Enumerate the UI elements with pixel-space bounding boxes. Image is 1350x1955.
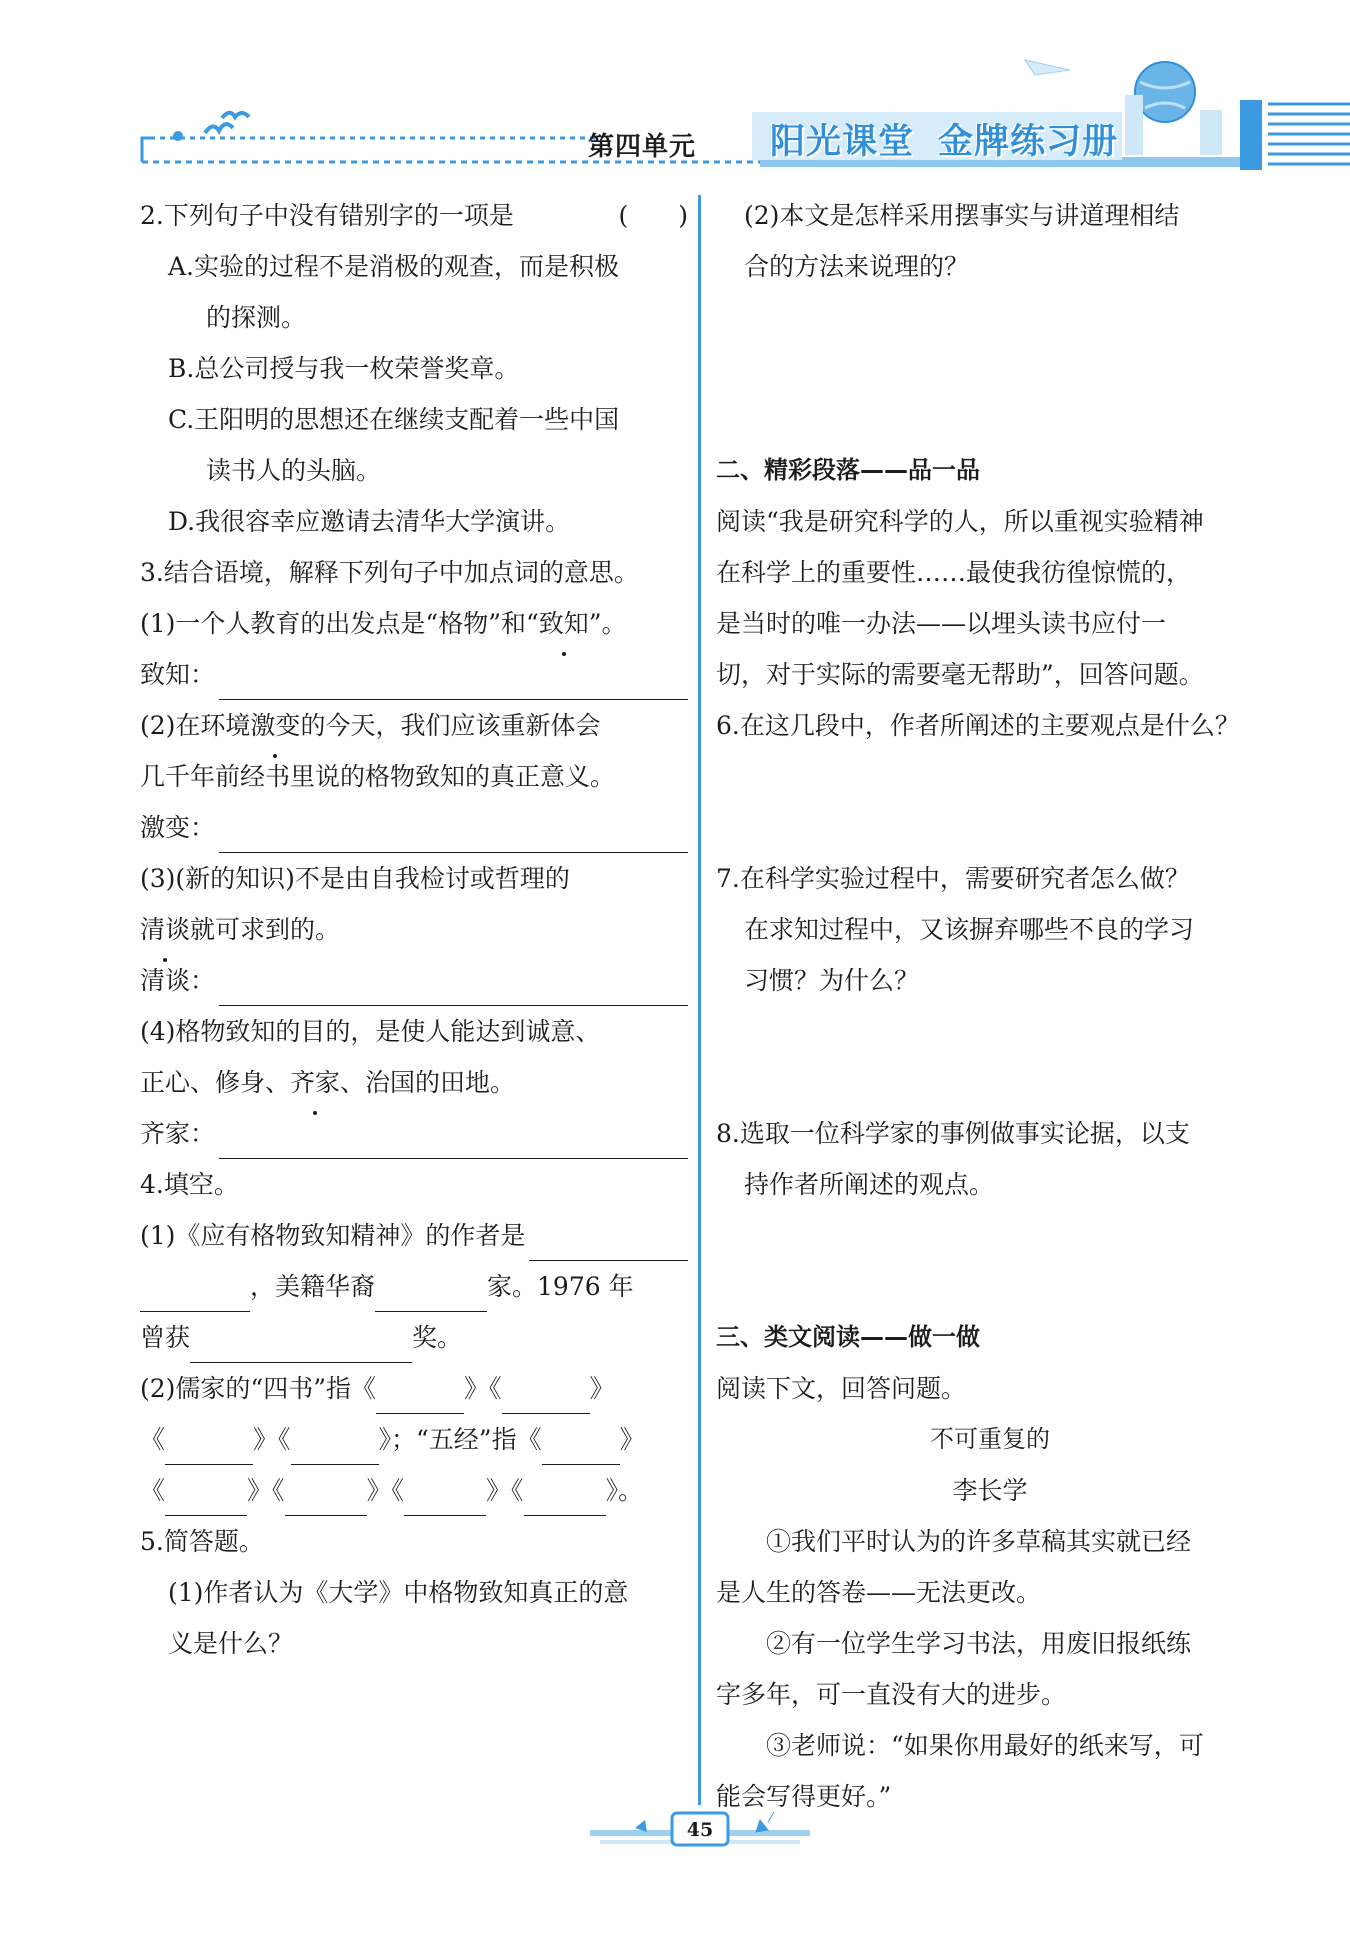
question-2-text: 2.下列句子中没有错别字的一项是 <box>140 201 514 230</box>
q3-3-answer <box>140 955 688 1006</box>
answer-space[interactable] <box>716 802 1264 853</box>
paragraph-1: ①我们平时认为的许多草稿其实就已经 <box>766 1527 1192 1556</box>
brand-left: 阳光课堂 <box>770 121 915 162</box>
sec2-intro-1: 阅读“我是研究科学的人，所以重视实验精神 <box>716 507 1204 536</box>
q4-2-text2: 》；“五经”指《 <box>378 1425 542 1454</box>
blank-book-2[interactable] <box>502 1379 590 1414</box>
article-author: 李长学 <box>952 1476 1028 1505</box>
answer-space[interactable] <box>716 1057 1264 1108</box>
bracket: 》《 <box>366 1476 405 1505</box>
answer-bracket: ( ) <box>618 201 688 230</box>
blank-classic-5[interactable] <box>524 1481 606 1516</box>
bracket: 《 <box>140 1425 166 1454</box>
q3-1-word: 致知 <box>539 598 589 649</box>
answer-line[interactable] <box>219 971 688 1006</box>
q3-4-post: 、治国的田地。 <box>340 1068 516 1097</box>
answer-space[interactable] <box>716 1261 1264 1312</box>
question-6: 6.在这几段中，作者所阐述的主要观点是什么？ <box>716 711 1240 740</box>
q4-2-line3 <box>140 1465 688 1516</box>
right-column <box>716 190 1264 1822</box>
question-7: 7.在科学实验过程中，需要研究者怎么做？ <box>716 864 1190 893</box>
q4-2-line2 <box>140 1414 688 1465</box>
q3-2-word: 激变 <box>250 700 300 751</box>
question-8: 8.选取一位科学家的事例做事实论据，以支 <box>716 1119 1190 1148</box>
q3-item-3: (3)(新的知识)不是由自我检讨或哲理的 <box>140 864 570 893</box>
q5-1-line1: (1)作者认为《大学》中格物致知真正的意 <box>168 1578 629 1607</box>
q3-2-pre: (2)在环境 <box>140 711 251 740</box>
sec2-intro-4: 切，对于实际的需要毫无帮助”，回答问题。 <box>716 660 1204 689</box>
bracket: 》 <box>589 1374 615 1403</box>
q5-1-line2: 义是什么？ <box>168 1629 294 1658</box>
blank-book-1[interactable] <box>376 1379 464 1414</box>
q3-1-answer <box>140 649 688 700</box>
option-c-cont: 读书人的头脑。 <box>206 456 382 485</box>
option-d: D.我很容幸应邀请去清华大学演讲。 <box>168 507 571 536</box>
q3-4-line2 <box>140 1057 688 1108</box>
paragraph-2: ②有一位学生学习书法，用废旧报纸练 <box>766 1629 1192 1658</box>
article-title: 不可重复的 <box>930 1425 1050 1453</box>
q8-line2: 持作者所阐述的观点。 <box>744 1170 995 1199</box>
brand-right: 金牌练习册 <box>938 121 1119 162</box>
blank-author[interactable] <box>529 1226 688 1261</box>
paragraph-3: ③老师说：“如果你用最好的纸来写，可 <box>766 1731 1204 1760</box>
option-a: A.实验的过程不是消极的观查，而是积极 <box>168 252 620 281</box>
q3-1-label: 致知： <box>140 660 216 689</box>
answer-space[interactable] <box>716 1210 1264 1261</box>
q4-1-text3b: 奖。 <box>412 1323 463 1352</box>
bracket: 》 <box>619 1425 645 1454</box>
blank-author-cont[interactable] <box>140 1277 250 1312</box>
q4-1-text2a: ，美籍华裔 <box>250 1272 376 1301</box>
option-c: C.王阳明的思想还在继续支配着一些中国 <box>168 405 620 434</box>
bracket: 》。 <box>605 1476 644 1505</box>
blank-book-4[interactable] <box>291 1430 379 1465</box>
bracket: 》《 <box>486 1476 524 1505</box>
q3-item-2 <box>140 700 688 751</box>
answer-space[interactable] <box>716 394 1264 445</box>
q4-1-line2 <box>140 1261 688 1312</box>
question-2 <box>140 190 688 241</box>
q3-4-pre: 正心、修身、 <box>140 1068 291 1097</box>
q7-line2: 在求知过程中，又该摒弃哪些不良的学习 <box>744 915 1195 944</box>
blank-classic-4[interactable] <box>404 1481 486 1516</box>
q4-1-text: (1)《应有格物致知精神》的作者是 <box>140 1221 526 1250</box>
answer-space[interactable] <box>716 751 1264 802</box>
q4-1-text3a: 曾获 <box>140 1323 191 1352</box>
bracket: 》《 <box>247 1476 285 1505</box>
unit-title: 第四单元 <box>588 132 697 162</box>
section-3-heading: 三、类文阅读——做一做 <box>716 1323 980 1351</box>
q5-2-line1: (2)本文是怎样采用摆事实与讲道理相结 <box>744 201 1180 230</box>
answer-line[interactable] <box>219 665 688 700</box>
q4-2-line1 <box>140 1363 688 1414</box>
q3-1-text: (1)一个人教育的出发点是“格物”和“ <box>140 609 539 638</box>
blank-book-3[interactable] <box>165 1430 253 1465</box>
blank-award[interactable] <box>190 1328 412 1363</box>
q3-3-post: 就可求到的。 <box>190 915 341 944</box>
sec2-intro-2: 在科学上的重要性……最使我彷徨惊慌的， <box>716 558 1192 587</box>
page-number: 45 <box>686 1819 714 1841</box>
page-header <box>0 0 1350 185</box>
q3-item-4: (4)格物致知的目的，是使人能达到诚意、 <box>140 1017 601 1046</box>
q3-3-line2 <box>140 904 688 955</box>
q3-2-post: 的今天，我们应该重新体会 <box>300 711 601 740</box>
column-divider <box>698 195 701 1805</box>
q4-1-line3 <box>140 1312 688 1363</box>
option-b: B.总公司授与我一枚荣誉奖章。 <box>168 354 520 383</box>
q3-4-label: 齐家： <box>140 1119 216 1148</box>
blank-classic-2[interactable] <box>165 1481 247 1516</box>
q5-2-line2: 合的方法来说理的？ <box>744 252 970 281</box>
q3-4-word: 齐家 <box>290 1057 340 1108</box>
q3-4-answer <box>140 1108 688 1159</box>
q4-1-line1 <box>140 1210 688 1261</box>
question-4: 4.填空。 <box>140 1170 239 1199</box>
q3-2-answer <box>140 802 688 853</box>
dotted-word <box>539 609 589 638</box>
question-3: 3.结合语境，解释下列句子中加点词的意思。 <box>140 558 639 587</box>
q3-3-label: 清谈： <box>140 966 216 995</box>
answer-space[interactable] <box>716 343 1264 394</box>
q7-line3: 习惯？为什么？ <box>744 966 920 995</box>
blank-profession[interactable] <box>375 1277 487 1312</box>
blank-classic-1[interactable] <box>542 1430 620 1465</box>
paragraph-3-cont: 能会写得更好。” <box>716 1782 892 1811</box>
answer-line[interactable] <box>219 1124 688 1159</box>
sec2-intro-3: 是当时的唯一办法——以埋头读书应付一 <box>716 609 1167 638</box>
bracket: 》《 <box>463 1374 502 1403</box>
q3-1-post: ”。 <box>588 609 627 638</box>
q3-item-1 <box>140 598 688 649</box>
section-2-heading: 二、精彩段落——品一品 <box>716 456 980 484</box>
q4-2-text: (2)儒家的“四书”指《 <box>140 1374 376 1403</box>
left-column <box>140 190 688 1669</box>
bracket: 》《 <box>253 1425 291 1454</box>
blank-classic-3[interactable] <box>285 1481 367 1516</box>
question-5: 5.简答题。 <box>140 1527 264 1556</box>
q3-3-word: 清谈 <box>140 904 190 955</box>
option-a-cont: 的探测。 <box>206 303 307 332</box>
q3-2-label: 激变： <box>140 813 216 842</box>
q4-1-text2b: 家。1976 年 <box>487 1272 634 1301</box>
paragraph-1-cont: 是人生的答卷——无法更改。 <box>716 1578 1042 1607</box>
answer-line[interactable] <box>219 818 688 853</box>
bracket: 《 <box>140 1476 166 1505</box>
answer-space[interactable] <box>716 1006 1264 1057</box>
answer-space[interactable] <box>716 292 1264 343</box>
paragraph-2-cont: 字多年，可一直没有大的进步。 <box>716 1680 1067 1709</box>
sec3-intro: 阅读下文，回答问题。 <box>716 1374 967 1403</box>
q3-2-line2: 几千年前经书里说的格物致知的真正意义。 <box>140 762 616 791</box>
